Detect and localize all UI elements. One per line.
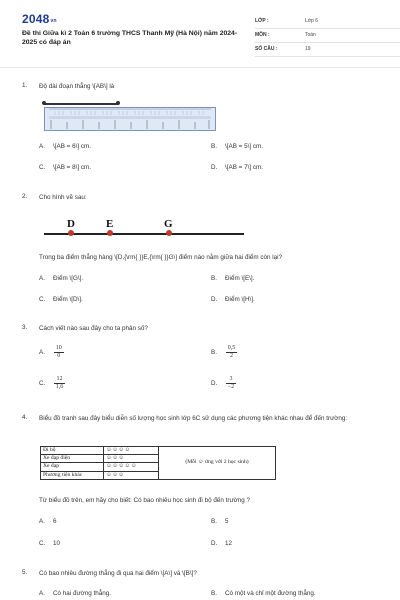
option-3c[interactable]: C. $\frac{12}{1,6}$ xyxy=(39,376,64,390)
label-e: E xyxy=(106,218,114,230)
question-number: 4. xyxy=(22,414,28,421)
meta-question-count: SỐ CÂU : 19 xyxy=(255,43,400,57)
option-4b[interactable]: B. 5 xyxy=(211,518,229,525)
option-5b[interactable]: B. Có một và chỉ một đường thẳng. xyxy=(211,590,316,597)
question-number: 5. xyxy=(22,569,28,576)
question-number: 1. xyxy=(22,82,28,89)
question-number: 2. xyxy=(22,193,28,200)
point-a xyxy=(42,101,46,105)
table-row: Xe đạp điện ☺☺☺ xyxy=(41,455,276,463)
exam-header xyxy=(22,10,382,62)
point-b xyxy=(116,101,120,105)
fraction: $\frac{3}{-2}$ xyxy=(227,376,235,390)
question-text: Cho hình vẽ sau: xyxy=(39,194,87,201)
question-number: 3. xyxy=(22,324,28,331)
point-e xyxy=(107,230,113,236)
option-1b[interactable]: B. \[AB = 5\] cm. xyxy=(211,143,263,150)
ruler-image xyxy=(44,107,216,131)
option-2d[interactable]: D. Điểm \[H\]. xyxy=(211,296,255,303)
exam-title: Đề thi Giữa kì 2 Toán 6 trường THCS Thanh Mỹ (Hà Nội) năm 2024-2025 có đáp án xyxy=(22,30,238,46)
question-text: Độ dài đoạn thẳng \[AB\] là xyxy=(39,83,115,90)
option-2a[interactable]: A. Điểm \[G\]. xyxy=(39,275,84,282)
fraction: $\frac{0,5}{2}$ xyxy=(227,345,236,359)
option-4c[interactable]: C. 10 xyxy=(39,540,61,547)
segment-ab xyxy=(44,103,118,105)
option-2c[interactable]: C. Điểm \[D\]. xyxy=(39,296,83,303)
question-text: Cách viết nào sau đây cho ta phân số? xyxy=(39,325,148,332)
option-4d[interactable]: D. 12 xyxy=(211,540,233,547)
table-row: Đi bộ ☺☺☺☺ (Mỗi ☺ ứng với 2 học sinh) xyxy=(41,447,276,455)
label-g: G xyxy=(164,218,173,230)
question-text: Biểu đồ tranh sau đây biểu diễn số lượng học sinh lớp 6C sử dụng các phương tiện khác nhau để đến trường: xyxy=(39,415,348,422)
table-note: (Mỗi ☺ ứng với 2 học sinh) xyxy=(159,447,276,480)
option-4a[interactable]: A. 6 xyxy=(39,518,57,525)
option-5a[interactable]: A. Có hai đường thẳng. xyxy=(39,590,112,597)
option-2b[interactable]: B. Điểm \[E\]. xyxy=(211,275,255,282)
fraction: $\frac{10}{0}$ xyxy=(55,345,62,359)
option-1a[interactable]: A. \[AB = 6\] cm. xyxy=(39,143,91,150)
line-deg xyxy=(44,233,244,235)
option-3b[interactable]: B. $\frac{0,5}{2}$ xyxy=(211,345,236,359)
header-divider xyxy=(0,67,400,68)
table-row: Xe đạp ☺☺☺☺☺ xyxy=(41,463,276,471)
option-3d[interactable]: D. $\frac{3}{-2}$ xyxy=(211,376,235,390)
ruler-ticks xyxy=(45,108,215,130)
table-row: Phương tiện khác ☺☺☺ xyxy=(41,471,276,479)
label-d: D xyxy=(67,218,75,230)
option-1d[interactable]: D. \[AB = 7\] cm. xyxy=(211,164,263,171)
option-3a[interactable]: A. $\frac{10}{0}$ xyxy=(39,345,62,359)
option-1c[interactable]: C. \[AB = 8\] cm. xyxy=(39,164,91,171)
fraction: $\frac{12}{1,6}$ xyxy=(55,376,64,390)
pictograph-table xyxy=(40,446,276,480)
exam-meta xyxy=(255,15,400,57)
meta-class: LỚP : Lớp 6 xyxy=(255,15,400,29)
point-g xyxy=(166,230,172,236)
question-text: Có bao nhiêu đường thẳng đi qua hai điểm \[A\] và \[B\]? xyxy=(39,570,197,577)
site-logo[interactable]: $2048_{vn}$ xyxy=(22,12,57,26)
point-d xyxy=(68,230,74,236)
meta-subject: MÔN : Toán xyxy=(255,29,400,43)
exam-page: $2048_{vn}$ Đề thi Giữa kì 2 Toán 6 trường THCS Thanh Mỹ (Hà Nội) năm 2024-2025 có đáp án LỚP : Lớp 6 MÔN : Toán SỐ CÂU : 19 1. Độ dài đoạn thẳng \[AB\] là A. \[AB = 6\] cm. B. \[AB = 5\] cm. C. \[AB = 8\] cm. D. \[AB = 7\] cm. 2. Cho hình vẽ sau: D E G Trong ba điểm thẳng hàng \[D,{\rm{ }}E,{\rm{ }}G\] điểm nào nằm giữa hai điểm còn lại? A. Điểm \[G\]. B. Điểm \[E\]. C. Điểm \[D\]. D. Điểm \[H\]. 3. Cách viết nào sau đây cho ta phân số? A. $\frac{10}{0}$ B. $\frac{0,5}{2}$ C. $\frac{12}{1,6}$ D. $\frac{3}{-2}$ 4. Biểu đồ tranh sau đây biểu diễn số lượng học sinh lớp 6C sử dụng các phương tiện khác nhau để đến trường: Đi bộ ☺☺☺☺ (Mỗi ☺ ứng với 2 học sinh) Xe đạp điện ☺☺☺ Xe đạp ☺☺☺☺☺ Phương tiện khác ☺☺☺ Từ biểu đồ trên, em hãy cho biết: Có bao nhiêu học sinh đi bộ đến trường ? A. 6 B. 5 C. 10 D. 12 5. Có bao nhiêu đường thẳng đi qua hai điểm \[A\] và \[B\]? A. Có hai đường thẳng. B. Có một và chỉ một đường thẳng. xyxy=(0,0,400,600)
